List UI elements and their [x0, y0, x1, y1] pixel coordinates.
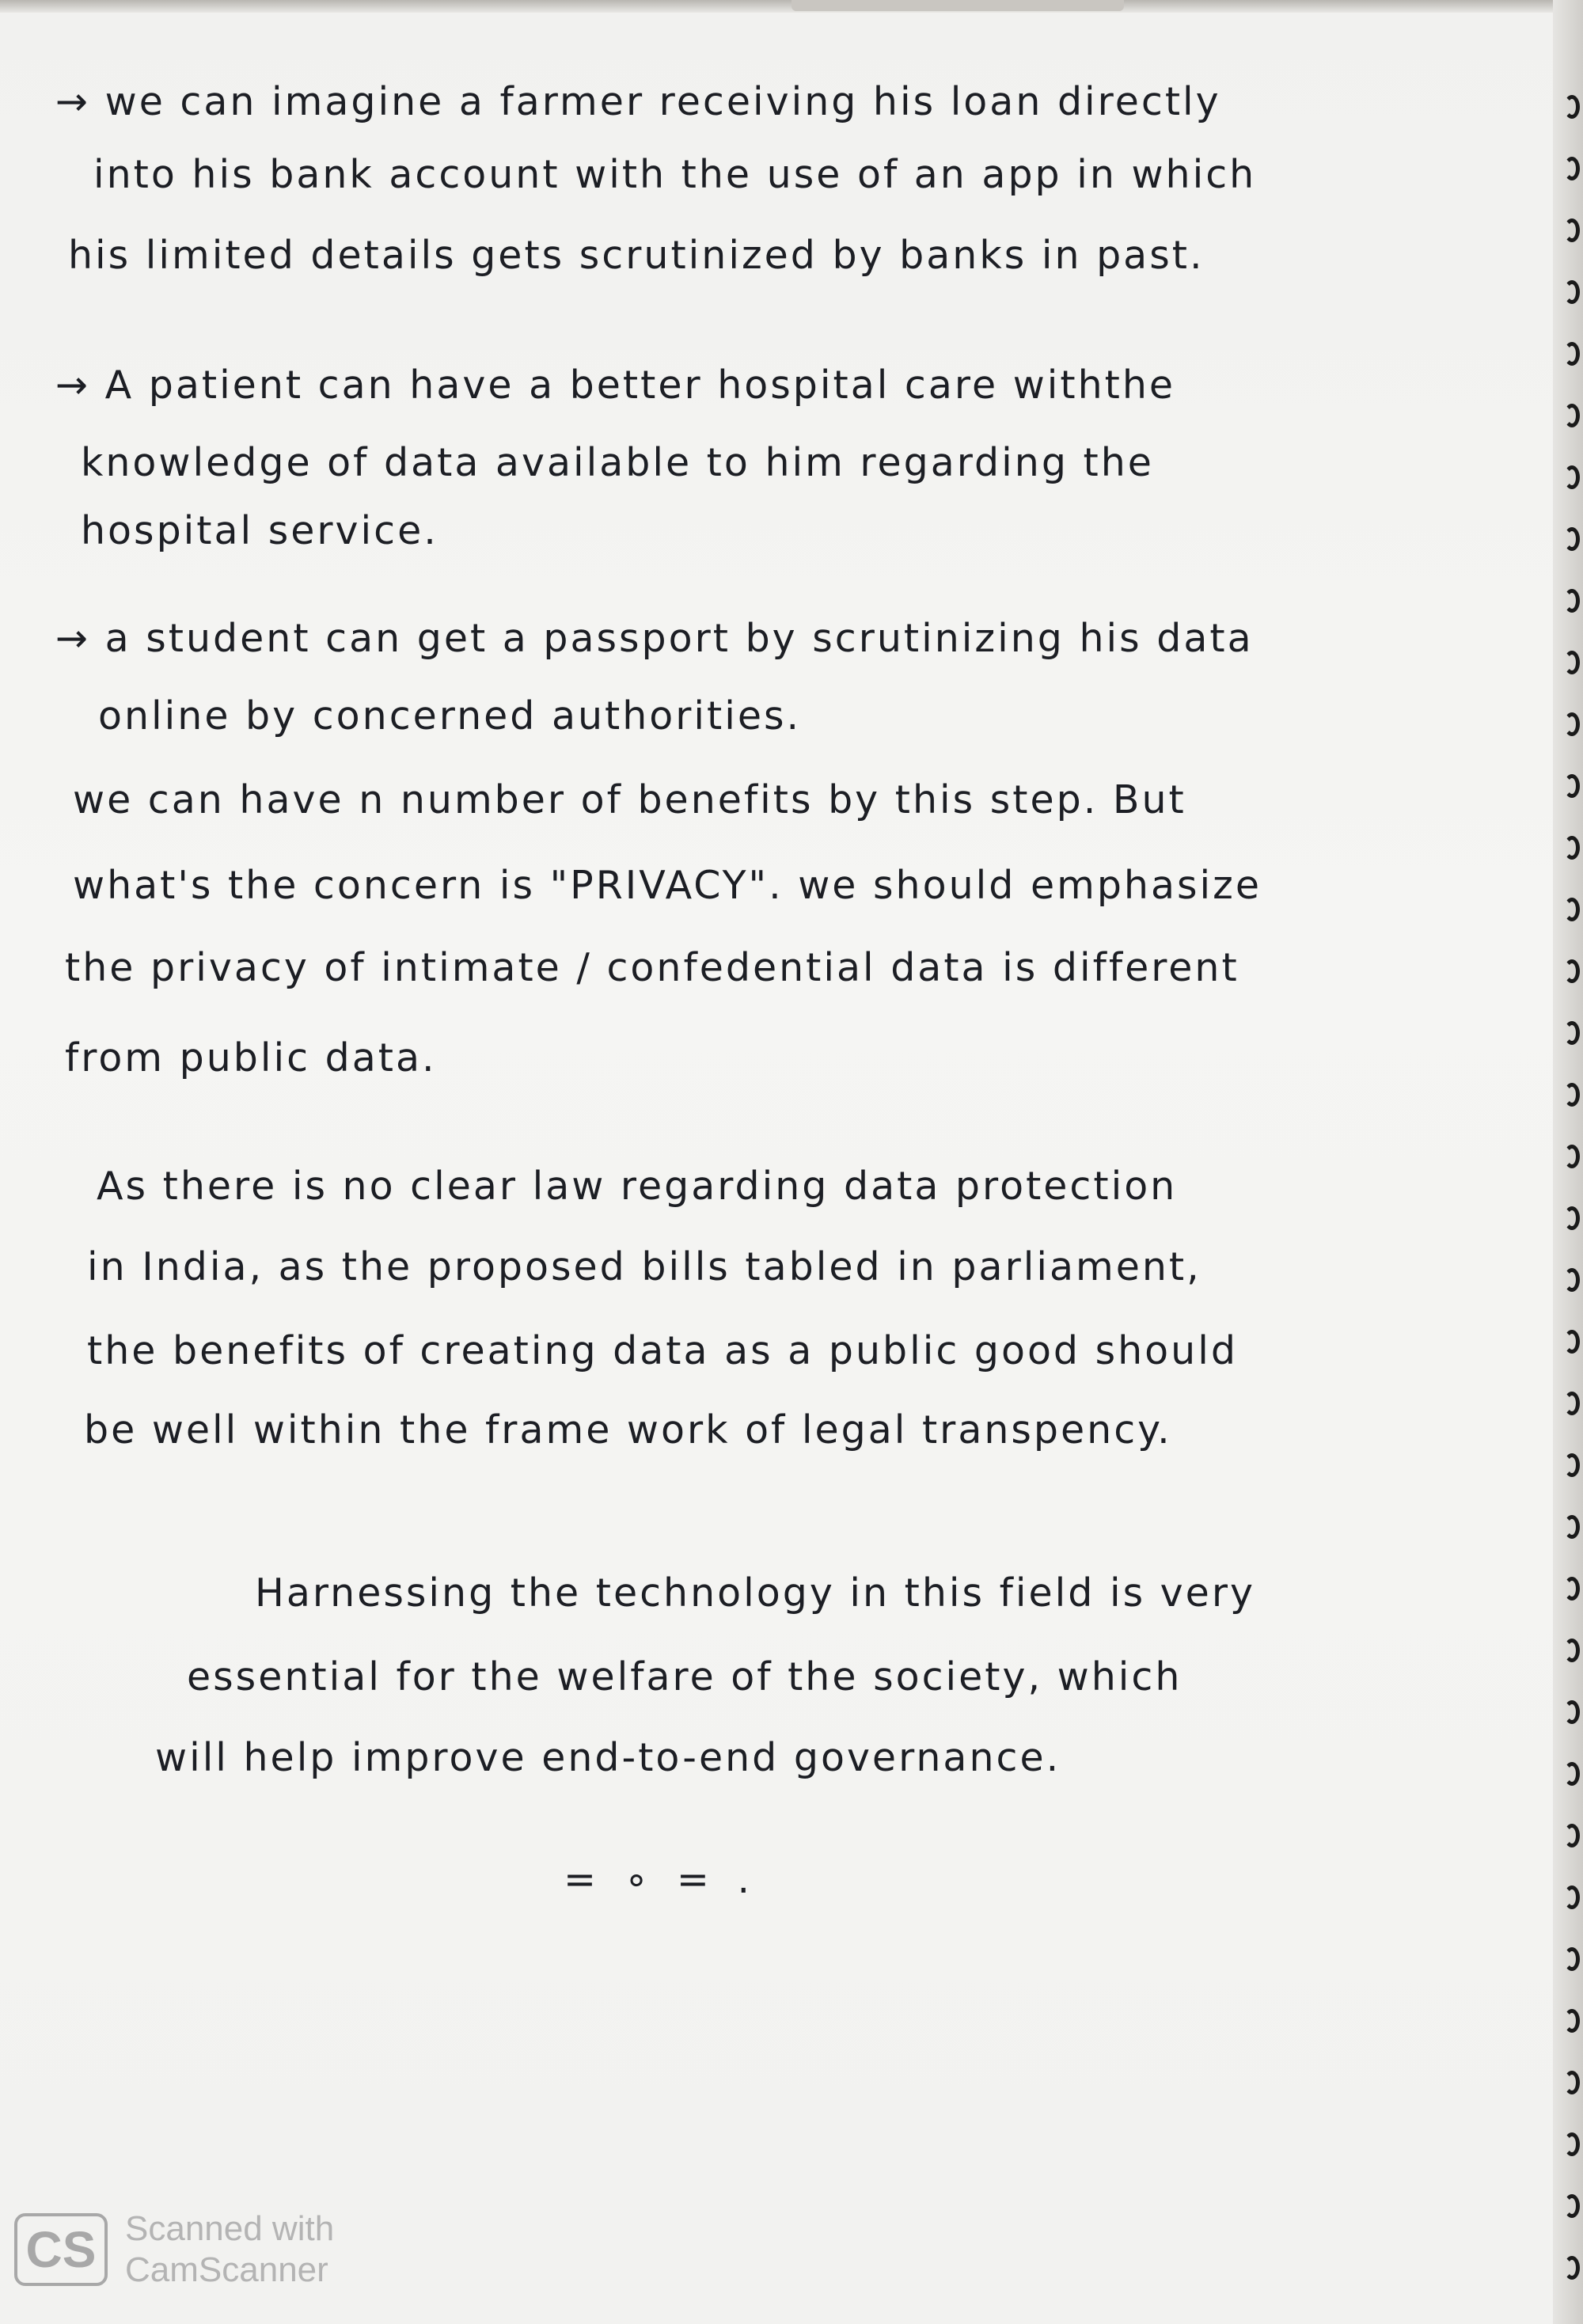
text-line-12: from public data.: [65, 1035, 437, 1080]
spiral-ring: [1564, 1515, 1580, 1539]
spiral-ring: [1564, 465, 1580, 489]
spiral-ring: [1564, 1824, 1580, 1847]
spiral-ring: [1564, 218, 1580, 242]
text-line-3: his limited details gets scrutinized by banks in past.: [68, 233, 1205, 278]
spiral-ring: [1564, 1885, 1580, 1909]
spiral-ring: [1564, 95, 1580, 119]
spiral-ring: [1564, 527, 1580, 551]
spiral-ring: [1564, 1639, 1580, 1662]
text-line-11: the privacy of intimate / confedential data is different: [65, 945, 1239, 990]
spiral-ring: [1564, 1577, 1580, 1601]
spiral-ring: [1564, 1268, 1580, 1292]
text-line-9: we can have n number of benefits by this step. But: [73, 777, 1186, 822]
spiral-ring: [1564, 836, 1580, 860]
text-line-2: into his bank account with the use of an app in which: [93, 152, 1257, 197]
watermark-text: [125, 2208, 334, 2291]
spiral-ring: [1564, 404, 1580, 427]
text-line-8: online by concerned authorities.: [98, 693, 802, 739]
spiral-ring: [1564, 959, 1580, 983]
spiral-ring: [1564, 589, 1580, 613]
text-line-13: As there is no clear law regarding data protection: [97, 1164, 1178, 1209]
spiral-ring: [1564, 157, 1580, 180]
spiral-ring: [1564, 2132, 1580, 2156]
watermark-line-2: CamScanner: [125, 2250, 328, 2289]
text-line-19: will help improve end-to-end governance.: [155, 1735, 1061, 1780]
spiral-ring: [1564, 898, 1580, 921]
text-line-7: → a student can get a passport by scrutinizing his data: [55, 616, 1254, 661]
text-line-15: the benefits of creating data as a public good should: [87, 1328, 1238, 1373]
text-line-18: essential for the welfare of the society, which: [187, 1654, 1183, 1699]
spiral-ring: [1564, 1392, 1580, 1415]
spiral-ring: [1564, 1021, 1580, 1045]
spiral-ring: [1564, 1947, 1580, 1971]
spiral-ring: [1564, 2256, 1580, 2280]
spiral-ring: [1564, 280, 1580, 304]
spiral-ring: [1564, 1145, 1580, 1168]
watermark-line-1: Scanned with: [125, 2209, 335, 2248]
text-line-5: knowledge of data available to him regarding the: [81, 440, 1154, 485]
spiral-ring: [1564, 342, 1580, 366]
spiral-binding: [1553, 0, 1583, 2324]
spiral-ring: [1564, 1330, 1580, 1354]
text-line-16: be well within the frame work of legal transpency.: [84, 1407, 1172, 1452]
camscanner-logo-icon: CS: [14, 2213, 108, 2286]
spiral-ring: [1564, 1762, 1580, 1786]
spiral-ring: [1564, 2194, 1580, 2218]
spiral-ring: [1564, 651, 1580, 674]
spiral-ring: [1564, 712, 1580, 736]
spiral-ring: [1564, 1206, 1580, 1230]
spiral-ring: [1564, 2009, 1580, 2033]
spiral-ring: [1564, 1453, 1580, 1477]
text-line-4: → A patient can have a better hospital care withthe: [55, 363, 1176, 408]
end-mark: = ∘ = .: [564, 1857, 758, 1902]
text-line-1: → we can imagine a farmer receiving his loan directly: [55, 79, 1221, 124]
spiral-ring: [1564, 1700, 1580, 1724]
text-line-6: hospital service.: [81, 508, 438, 553]
text-line-14: in India, as the proposed bills tabled in parliament,: [87, 1244, 1201, 1289]
spiral-ring: [1564, 1083, 1580, 1107]
camscanner-watermark: [14, 2208, 334, 2291]
page-top-tab: [792, 0, 1124, 11]
text-line-10: what's the concern is "PRIVACY". we should emphasize: [73, 863, 1262, 908]
spiral-ring: [1564, 2071, 1580, 2094]
spiral-ring: [1564, 774, 1580, 798]
text-line-17: Harnessing the technology in this field is very: [255, 1570, 1255, 1616]
